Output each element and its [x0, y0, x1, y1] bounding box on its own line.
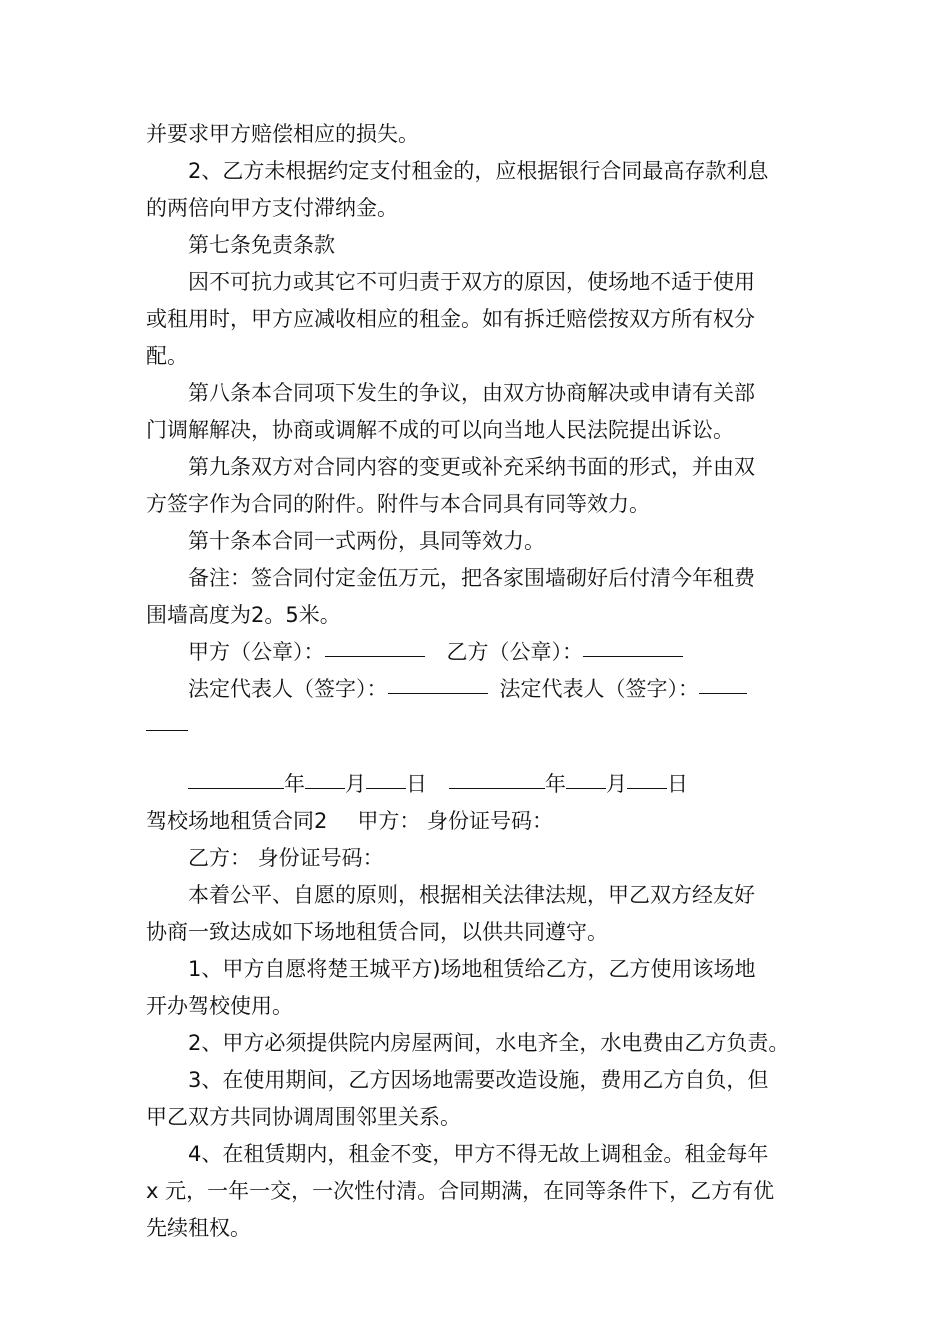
party-a-id-label: 甲方： 身份证号码：: [357, 809, 554, 833]
party-b-rep-label: 法定代表人（签字）：: [499, 677, 699, 701]
paragraph-clause-3: [146, 1062, 810, 1136]
text-line: 或租用时，甲方应减收相应的租金。如有拆迁赔偿按双方所有权分: [146, 307, 755, 331]
text-line: 并要求甲方赔偿相应的损失。: [146, 122, 419, 146]
text-line: 1、甲方自愿将楚王城平方)场地租赁给乙方，乙方使用该场地: [188, 957, 756, 981]
date-line: [146, 766, 810, 803]
title-line: [146, 803, 810, 840]
signature-rep-row: [146, 671, 810, 745]
text-line: 的两倍向甲方支付滞纳金。: [146, 196, 398, 220]
paragraph-article-10: [146, 523, 810, 560]
text-line: 本着公平、自愿的原则，根据相关法律法规，甲乙双方经友好: [188, 883, 755, 907]
month-label: 月: [345, 772, 366, 796]
party-b-year-blank: [449, 787, 545, 789]
text-line: 乙方： 身份证号码：: [188, 846, 384, 870]
contract2-title: 驾校场地租赁合同2: [146, 809, 328, 833]
text-line: 甲乙双方共同协调周围邻里关系。: [146, 1105, 461, 1129]
paragraph-principle: [146, 877, 810, 951]
text-line: x 元，一年一交，一次性付清。合同期满，在同等条件下，乙方有优: [146, 1179, 775, 1203]
text-line: 协商一致达成如下场地租赁合同，以供共同遵守。: [146, 920, 608, 944]
text-line: 因不可抗力或其它不可归责于双方的原因，使场地不适于使用: [188, 270, 755, 294]
party-a-seal-label: 甲方（公章）：: [188, 640, 325, 664]
year-label: 年: [545, 772, 566, 796]
text-line: 2、乙方未根据约定支付租金的，应根据银行合同最高存款利息: [188, 159, 769, 183]
text-line: 3、在使用期间，乙方因场地需要改造设施，费用乙方自负，但: [188, 1068, 769, 1092]
paragraph-late-fee: [146, 153, 810, 227]
month-label: 月: [606, 772, 627, 796]
text-line: 先续租权。: [146, 1216, 251, 1240]
text-line: 围墙高度为2。5米。: [146, 603, 341, 627]
paragraph-compensation-end: [146, 116, 810, 153]
party-b-id-row: [146, 840, 810, 877]
party-b-day-blank: [627, 787, 667, 789]
paragraph-clause-1: [146, 951, 810, 1025]
party-b-rep-blank-continued: [146, 729, 188, 731]
party-a-seal-blank: [325, 655, 425, 657]
party-a-rep-label: 法定代表人（签字）：: [188, 677, 388, 701]
paragraph-article-9: [146, 449, 810, 523]
text-line: 门调解解决，协商或调解不成的可以向当地人民法院提出诉讼。: [146, 418, 734, 442]
party-a-rep-blank: [388, 692, 488, 694]
party-b-month-blank: [566, 787, 606, 789]
party-b-seal-label: 乙方（公章）：: [446, 640, 583, 664]
text-line: 第九条双方对合同内容的变更或补充采纳书面的形式，并由双: [188, 455, 755, 479]
signature-date-row: [146, 766, 810, 803]
party-a-month-blank: [305, 787, 345, 789]
paragraph-clause-4: [146, 1136, 810, 1247]
party-b-seal-blank: [583, 655, 683, 657]
day-label: 日: [406, 772, 427, 796]
text-line: 备注：签合同付定金伍万元，把各家围墙砌好后付清今年租费: [188, 566, 755, 590]
text-line: 开办驾校使用。: [146, 994, 293, 1018]
paragraph-remark: [146, 560, 810, 634]
rep-line-continued: [146, 708, 810, 745]
heading-article-7: [146, 227, 810, 264]
day-label: 日: [667, 772, 688, 796]
text-line: 2、甲方必须提供院内房屋两间，水电齐全，水电费由乙方负责。: [188, 1031, 790, 1055]
paragraph-clause-2: [146, 1025, 810, 1062]
contract2-title-row: [146, 803, 810, 840]
rep-line: [146, 671, 810, 708]
signature-seal-row: [146, 634, 810, 671]
party-a-day-blank: [366, 787, 406, 789]
party-a-year-blank: [188, 787, 284, 789]
document-body: [146, 116, 810, 1247]
text-line: 4、在租赁期内，租金不变，甲方不得无故上调租金。租金每年: [188, 1142, 769, 1166]
text-line: 配。: [146, 344, 188, 368]
text-line: 第八条本合同项下发生的争议，由双方协商解决或申请有关部: [188, 381, 755, 405]
year-label: 年: [284, 772, 305, 796]
text-line: 方签字作为合同的附件。附件与本合同具有同等效力。: [146, 492, 650, 516]
text-line: 第七条免责条款: [188, 233, 335, 257]
party-b-rep-blank: [699, 692, 747, 694]
paragraph-article-8: [146, 375, 810, 449]
text-line: 第十条本合同一式两份，具同等效力。: [188, 529, 545, 553]
paragraph-force-majeure: [146, 264, 810, 375]
seal-line: [146, 634, 810, 671]
